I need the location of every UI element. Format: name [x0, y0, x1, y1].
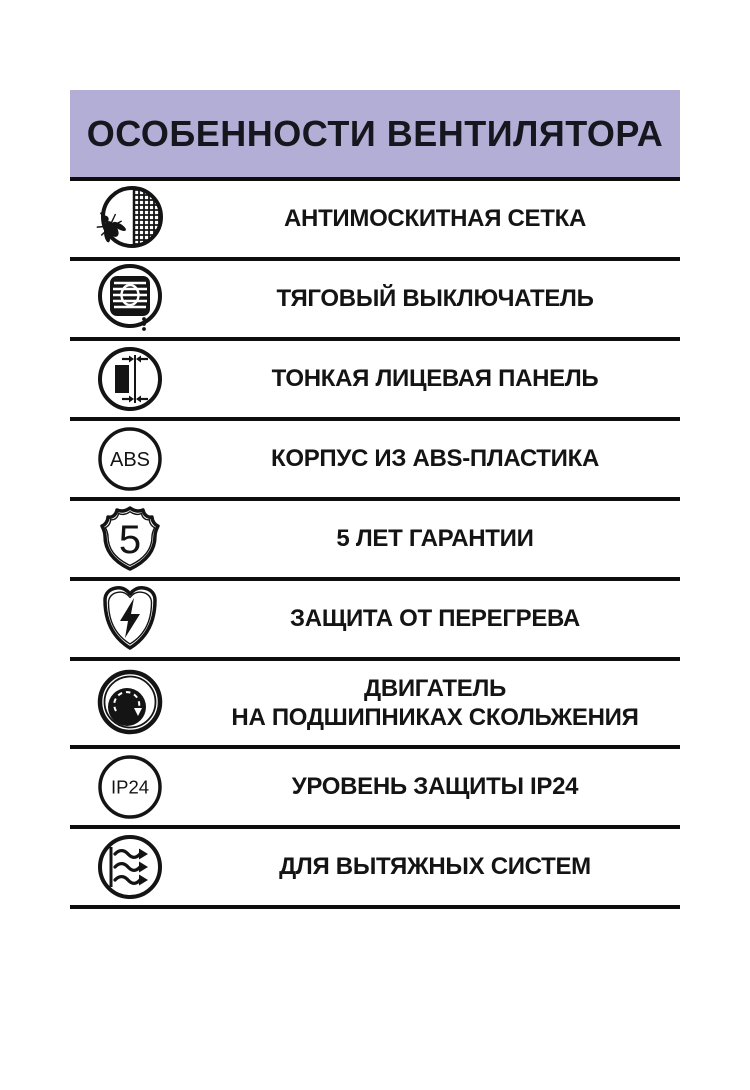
feature-label: УРОВЕНЬ ЗАЩИТЫ IP24	[291, 773, 579, 801]
ip24-icon-text: IP24	[110, 776, 150, 798]
ip24-icon	[70, 750, 190, 824]
feature-label: КОРПУС ИЗ ABS-ПЛАСТИКА	[271, 445, 599, 473]
feature-row-sliding-bearing-motor	[70, 657, 680, 745]
overheat-shield-icon	[70, 582, 190, 656]
feature-label-line2: НА ПОДШИПНИКАХ СКОЛЬЖЕНИЯ	[231, 704, 639, 731]
feature-row-mosquito-net	[70, 177, 680, 257]
mosquito-net-icon	[70, 182, 190, 256]
feature-row-ip24	[70, 745, 680, 825]
exhaust-systems-icon	[70, 830, 190, 904]
feature-row-warranty	[70, 497, 680, 577]
feature-row-exhaust-systems	[70, 825, 680, 905]
page-title: ОСОБЕННОСТИ ВЕНТИЛЯТОРА	[86, 112, 664, 154]
feature-row-overheat-protection	[70, 577, 680, 657]
motor-bearing-icon	[70, 666, 190, 740]
thin-front-panel-icon	[70, 342, 190, 416]
feature-row-thin-front-panel	[70, 337, 680, 417]
abs-plastic-icon	[70, 422, 190, 496]
abs-icon-text: ABS	[109, 449, 151, 471]
feature-label: ЗАЩИТА ОТ ПЕРЕГРЕВА	[290, 605, 580, 633]
feature-label: АНТИМОСКИТНАЯ СЕТКА	[284, 205, 586, 233]
feature-row-abs-plastic	[70, 417, 680, 497]
pull-switch-icon	[70, 262, 190, 336]
feature-label	[190, 674, 680, 733]
feature-poster	[70, 90, 680, 909]
warranty-icon-text: 5	[118, 518, 142, 562]
feature-label: 5 ЛЕТ ГАРАНТИИ	[336, 525, 534, 553]
warranty-shield-icon	[70, 502, 190, 576]
feature-label: ТЯГОВЫЙ ВЫКЛЮЧАТЕЛЬ	[276, 285, 594, 313]
feature-row-pull-switch	[70, 257, 680, 337]
header	[70, 90, 680, 177]
feature-list	[70, 177, 680, 909]
feature-label: ТОНКАЯ ЛИЦЕВАЯ ПАНЕЛЬ	[271, 365, 599, 393]
feature-label: ДЛЯ ВЫТЯЖНЫХ СИСТЕМ	[279, 853, 591, 881]
feature-label-line1: ДВИГАТЕЛЬ	[364, 674, 506, 702]
